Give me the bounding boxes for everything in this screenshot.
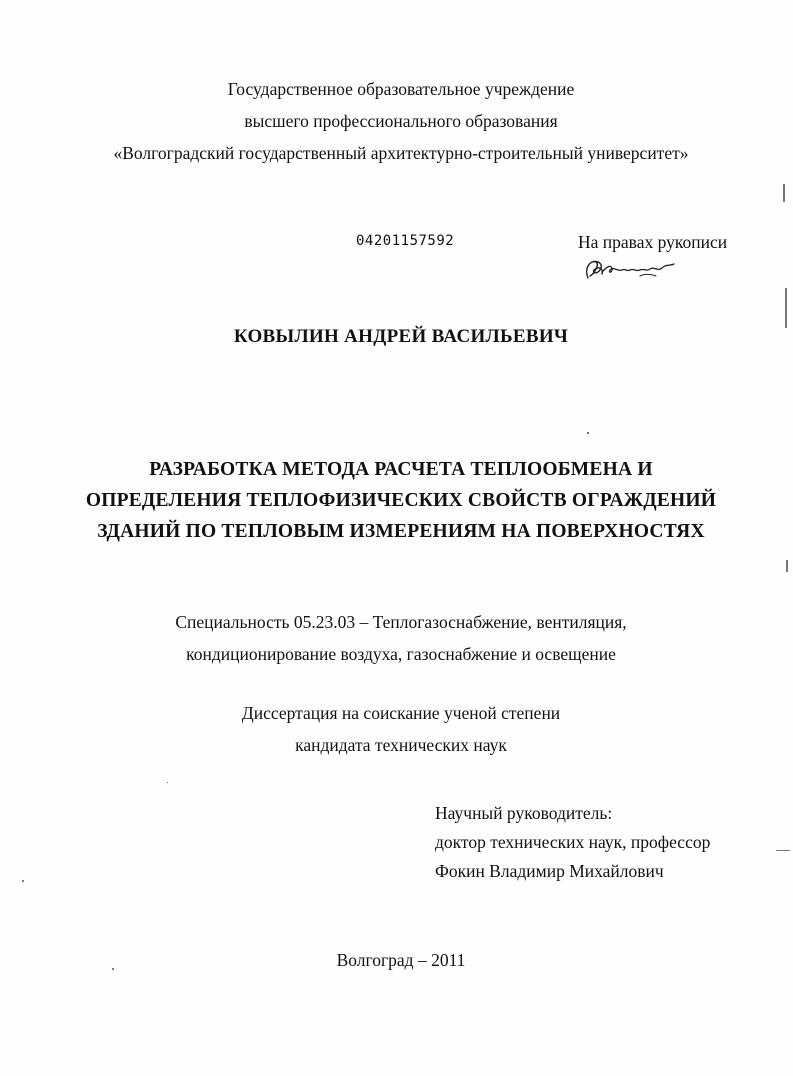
scan-edge-mark bbox=[783, 184, 785, 202]
advisor-credentials: доктор технических наук, профессор bbox=[435, 832, 711, 852]
dissertation-title-line-1: РАЗРАБОТКА МЕТОДА РАСЧЕТА ТЕПЛООБМЕНА И bbox=[149, 459, 653, 480]
scan-edge-mark bbox=[776, 850, 790, 851]
city-year: Волгоград – 2011 bbox=[336, 950, 466, 970]
handwritten-signature bbox=[580, 254, 680, 286]
institution-line-2: высшего профессионального образования bbox=[244, 111, 558, 131]
institution-line-3: «Волгоградский государственный архитектурно-строительный университет» bbox=[113, 143, 689, 163]
registration-code: 04201157592 bbox=[356, 233, 455, 249]
scan-speck bbox=[167, 782, 168, 783]
scan-edge-mark bbox=[785, 288, 787, 328]
scan-speck bbox=[587, 432, 589, 434]
institution-line-1: Государственное образовательное учреждение bbox=[227, 79, 575, 99]
advisor-role: Научный руководитель: bbox=[435, 803, 613, 823]
dissertation-title-line-3: ЗДАНИЙ ПО ТЕПЛОВЫМ ИЗМЕРЕНИЯМ НА ПОВЕРХНОСТЯХ bbox=[97, 521, 705, 542]
specialty-line-2: кондиционирование воздуха, газоснабжение и освещение bbox=[186, 644, 616, 664]
dissertation-title-line-2: ОПРЕДЕЛЕНИЯ ТЕПЛОФИЗИЧЕСКИХ СВОЙСТВ ОГРАЖДЕНИЙ bbox=[85, 490, 717, 511]
author-name: КОВЫЛИН АНДРЕЙ ВАСИЛЬЕВИЧ bbox=[233, 326, 569, 347]
manuscript-rights-label: На правах рукописи bbox=[578, 232, 728, 252]
scan-edge-mark bbox=[786, 560, 788, 572]
advisor-name: Фокин Владимир Михайлович bbox=[435, 861, 664, 881]
scan-speck bbox=[112, 968, 114, 970]
degree-line-1: Диссертация на соискание ученой степени bbox=[241, 703, 561, 723]
degree-line-2: кандидата технических наук bbox=[295, 735, 507, 755]
scan-speck bbox=[22, 880, 24, 882]
specialty-line-1: Специальность 05.23.03 – Теплогазоснабжение, вентиляция, bbox=[175, 612, 627, 632]
